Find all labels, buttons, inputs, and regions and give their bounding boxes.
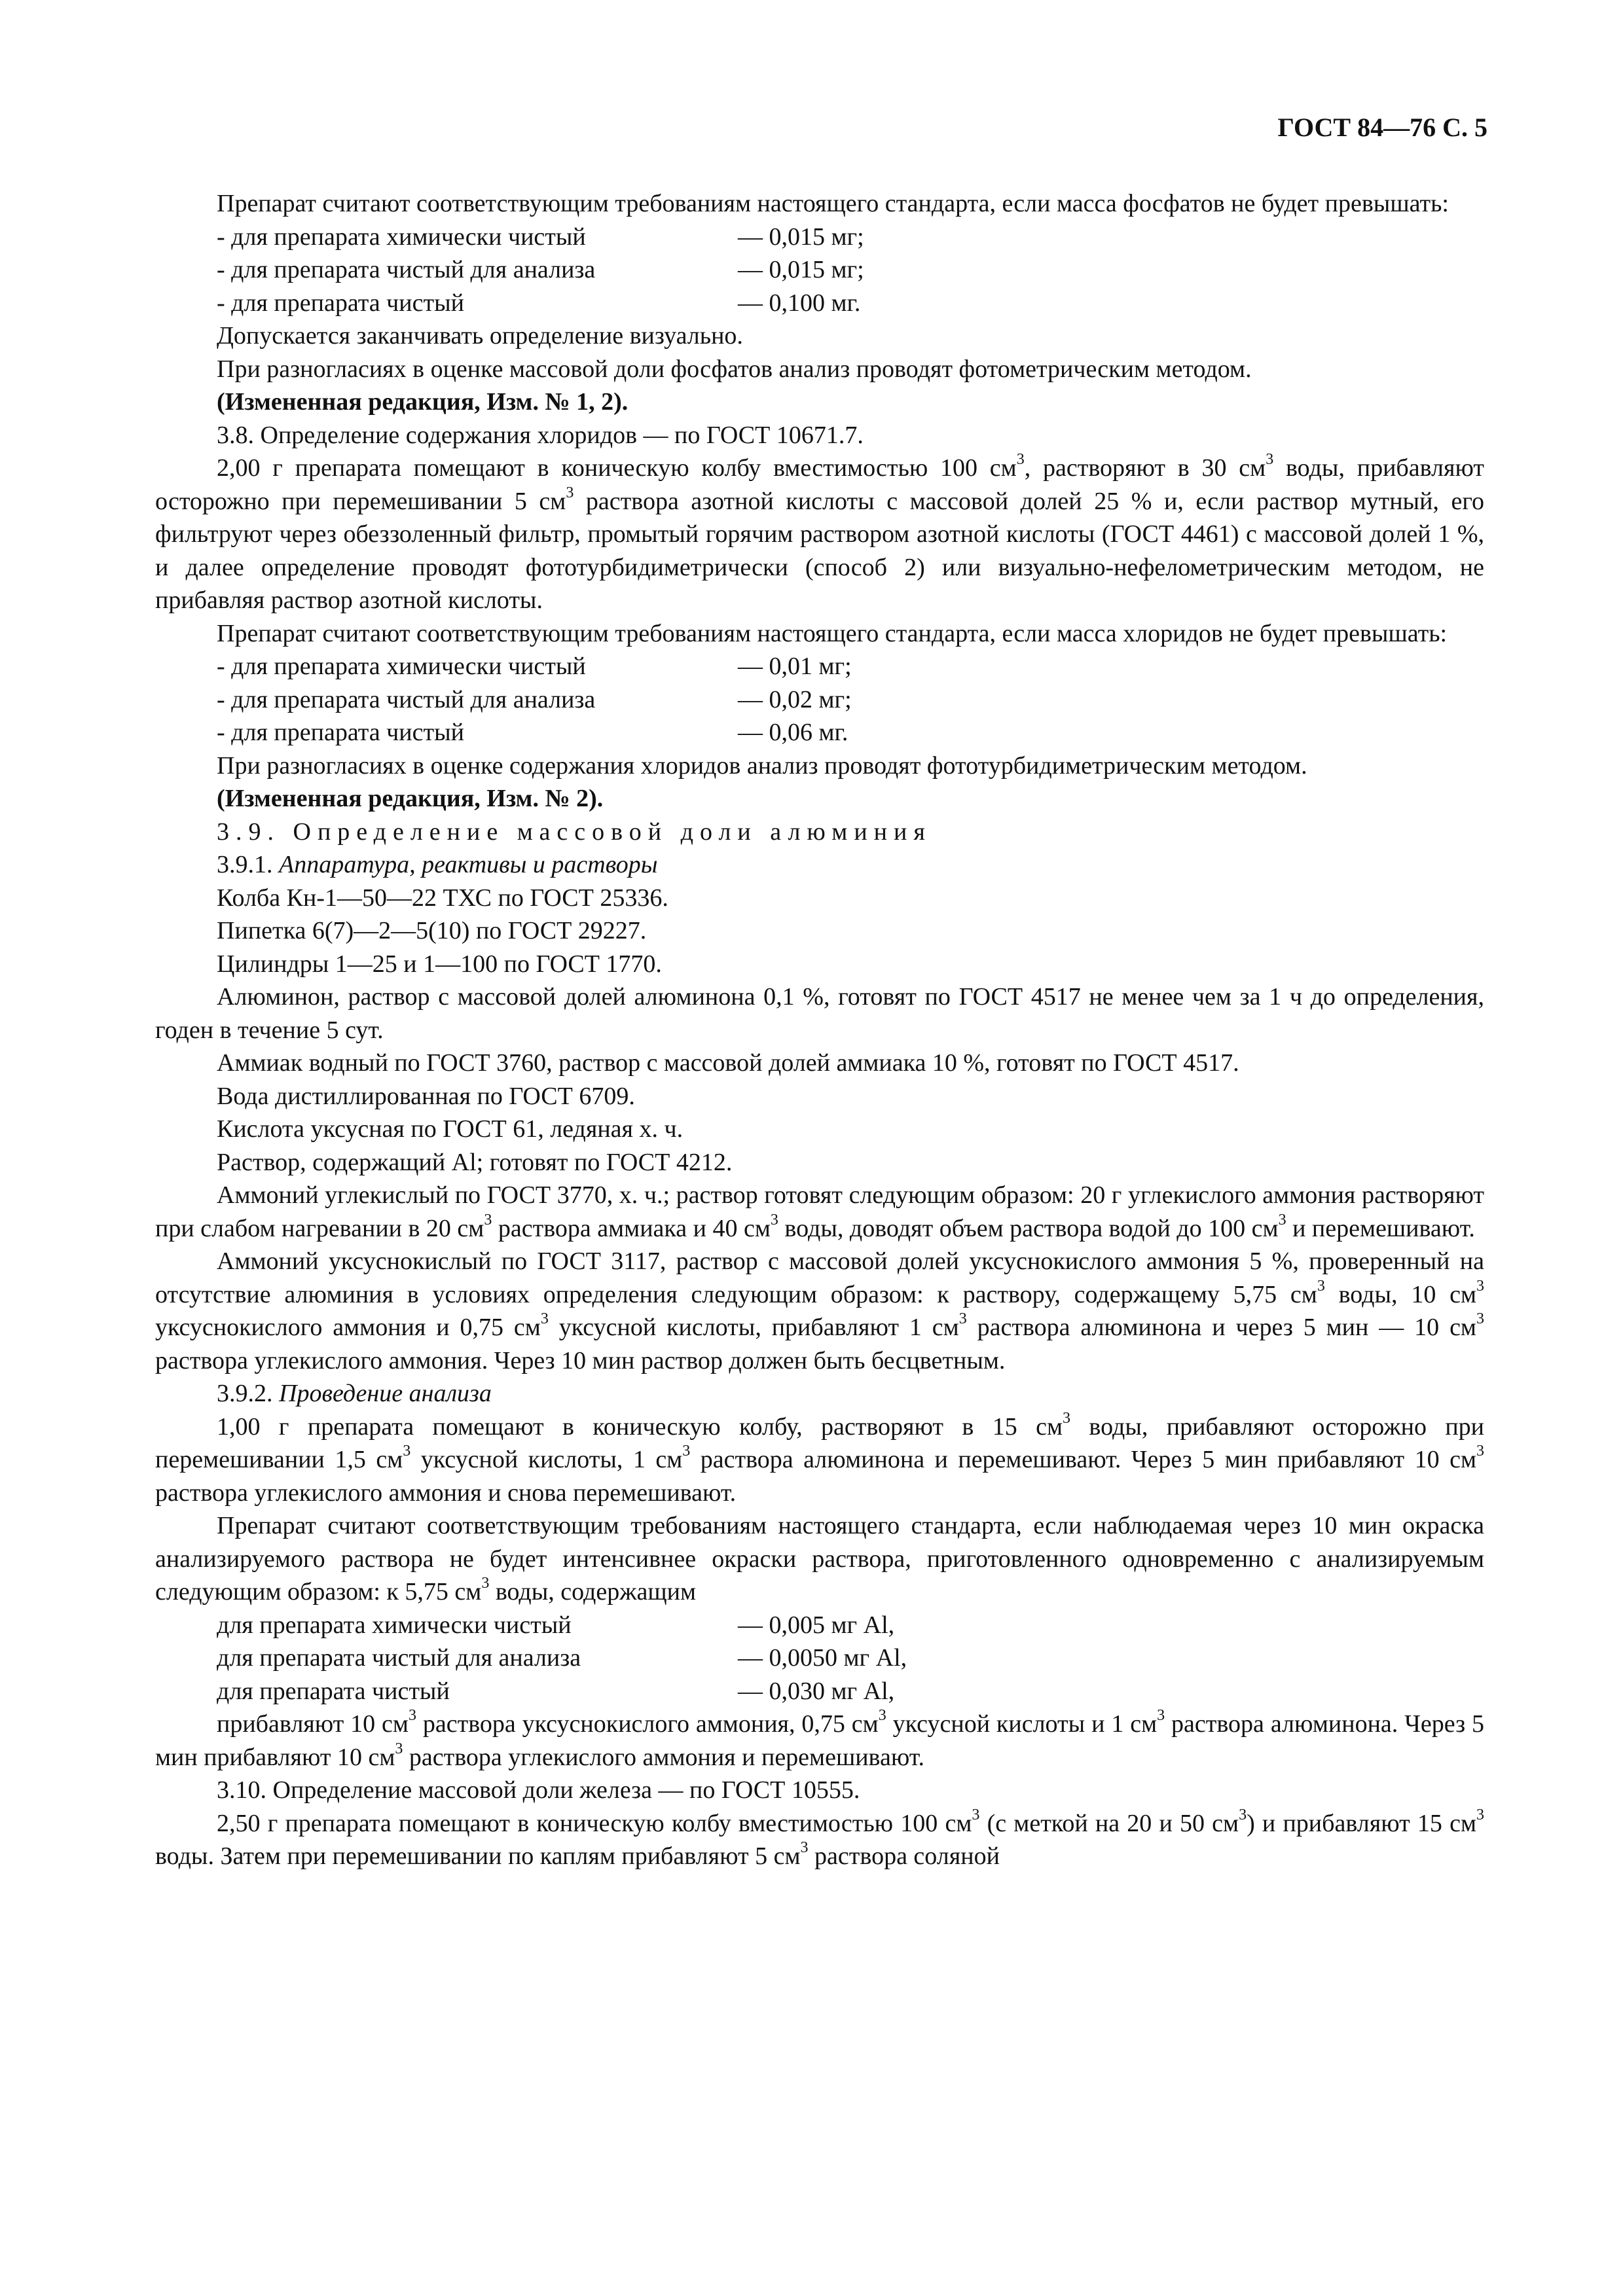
reagent-al-solution: Раствор, содержащий Al; готовят по ГОСТ 4212. [217,1148,733,1176]
document-body [155,187,1484,1873]
phosphates-row: - для препарата чистый — 0,100 мг. [217,289,861,317]
reagent-aluminon: Алюминон, раствор с массовой долей алюминона 0,1 %, готовят по ГОСТ 4517 не менее чем за 1 ч до определения, годен в течение 5 сут. [155,983,1484,1044]
chlorides-row: - для препарата чистый — 0,06 мг. [217,719,848,746]
chlorides-row: - для препарата химически чистый — 0,01 мг; [217,653,852,680]
phosphates-row: - для препарата химически чистый — 0,015 мг; [217,223,864,251]
reagent-water: Вода дистиллированная по ГОСТ 6709. [217,1082,635,1110]
section-3-10-heading: 3.10. Определение массовой доли железа — по ГОСТ 10555. [217,1776,860,1804]
reagent-acid: Кислота уксусная по ГОСТ 61, ледяная х. ч. [217,1115,684,1143]
section-3-9-1-heading: 3.9.1. Аппаратура, реактивы и растворы [217,851,658,878]
page-header: ГОСТ 84—76 С. 5 [1277,113,1487,142]
apparatus-item: Колба Кн-1—50—22 ТХС по ГОСТ 25336. [217,884,668,912]
chlorides-row: - для препарата чистый для анализа — 0,02 мг; [217,685,852,713]
section-3-8-heading: 3.8. Определение содержания хлоридов — по ГОСТ 10671.7. [217,421,864,449]
aluminium-requirement: Препарат считают соответствующим требованиям настоящего стандарта, если наблюдаемая через 10 мин окраска анализируемого раствора не будет интенсивнее окраски раствора, приготовленного одновременно с анализируемым следующим образом: к 5,75 $см^3$ воды, содержащим [155,1512,1484,1605]
section-3-9-heading: 3.9. Определение массовой доли алюминия [217,817,932,846]
chlorides-requirement: Препарат считают соответствующим требованиям настоящего стандарта, если масса хлоридов не будет превышать: [217,619,1448,647]
phosphates-requirement: Препарат считают соответствующим требованиям настоящего стандарта, если масса фосфатов не будет превышать: [217,190,1449,217]
aluminium-row: для препарата химически чистый — 0,005 мг Al, [217,1611,895,1639]
section-3-9-2-heading: 3.9.2. Проведение анализа [217,1380,492,1407]
chlorides-dispute: При разногласиях в оценке содержания хлоридов анализ проводят фототурбидиметрическим методом. [217,751,1307,780]
iron-procedure: 2,50 г препарата помещают в коническую колбу вместимостью 100 $см^3$ (с меткой на 20 и 50 $см^3$) и прибавляют 15 $см^3$ воды. Затем при перемешивании по каплям прибавляют 5 $см^3$ раствора соляной [155,1806,1484,1870]
reagent-ammonium-acetate: Аммоний уксуснокислый по ГОСТ 3117, раствор с массовой долей уксуснокислого аммония 5 %, проверенный на отсутствие алюминия в условиях определения следующим образом: к раствору, содержащему 5,75 $см^3$ воды, 10 $см^3$ уксуснокислого аммония и 0,75 $см^3$ уксусной кислоты, прибавляют 1 $см^3$ раствора алюминона и через 5 мин — 10 $см^3$ раствора углекислого аммония. Через 10 мин раствор должен быть бесцветным. [155,1247,1484,1374]
aluminium-final-step: прибавляют 10 $см^3$ раствора уксуснокислого аммония, 0,75 $см^3$ уксусной кислоты и 1 $см^3$ раствора алюминона. Через 5 мин прибавляют 10 $см^3$ раствора углекислого аммония и перемешивают. [155,1707,1484,1771]
phosphates-dispute: При разногласиях в оценке массовой доли фосфатов анализ проводят фотометрическим методом. [217,355,1252,383]
phosphates-visual-note: Допускается заканчивать определение визуально. [217,322,743,350]
aluminium-row: для препарата чистый — 0,030 мг Al, [217,1677,895,1705]
phosphates-row: - для препарата чистый для анализа — 0,015 мг; [217,256,864,283]
chlorides-procedure: 2,00 г препарата помещают в коническую колбу вместимостью 100 $см^3$, растворяют в 30 $см^3$ воды, прибавляют осторожно при перемешивании 5 $см^3$ раствора азотной кислоты с массовой долей 25 % и, если раствор мутный, его фильтруют через обеззоленный фильтр, промытый горячим раствором азотной кислоты (ГОСТ 4461) с массовой долей 1 %, и далее определение проводят фототурбидиметрически (способ 2) или визуально-нефелометрическим методом, не прибавляя раствор азотной кислоты. [155,451,1485,614]
reagent-ammonium-carbonate: Аммоний углекислый по ГОСТ 3770, х. ч.; раствор готовят следующим образом: 20 г углекислого аммония растворяют при слабом нагревании в 20 $см^3$ раствора аммиака и 40 $см^3$ воды, доводят объем раствора водой до 100 $см^3$ и перемешивают. [155,1181,1484,1242]
reagent-ammonia: Аммиак водный по ГОСТ 3760, раствор с массовой долей аммиака 10 %, готовят по ГОСТ 4517. [217,1049,1239,1077]
aluminium-procedure: 1,00 г препарата помещают в коническую колбу, растворяют в 15 $см^3$ воды, прибавляют осторожно при перемешивании 1,5 $см^3$ уксусной кислоты, 1 $см^3$ раствора алюминона и перемешивают. Через 5 мин прибавляют 10 $см^3$ раствора углекислого аммония и снова перемешивают. [155,1409,1485,1507]
apparatus-item: Пипетка 6(7)—2—5(10) по ГОСТ 29227. [217,917,647,944]
chlorides-revision: (Измененная редакция, Изм. № 2). [217,785,604,812]
apparatus-item: Цилиндры 1—25 и 1—100 по ГОСТ 1770. [217,950,662,978]
aluminium-row: для препарата чистый для анализа — 0,0050 мг Al, [217,1644,907,1672]
phosphates-revision: (Измененная редакция, Изм. № 1, 2). [217,388,629,416]
